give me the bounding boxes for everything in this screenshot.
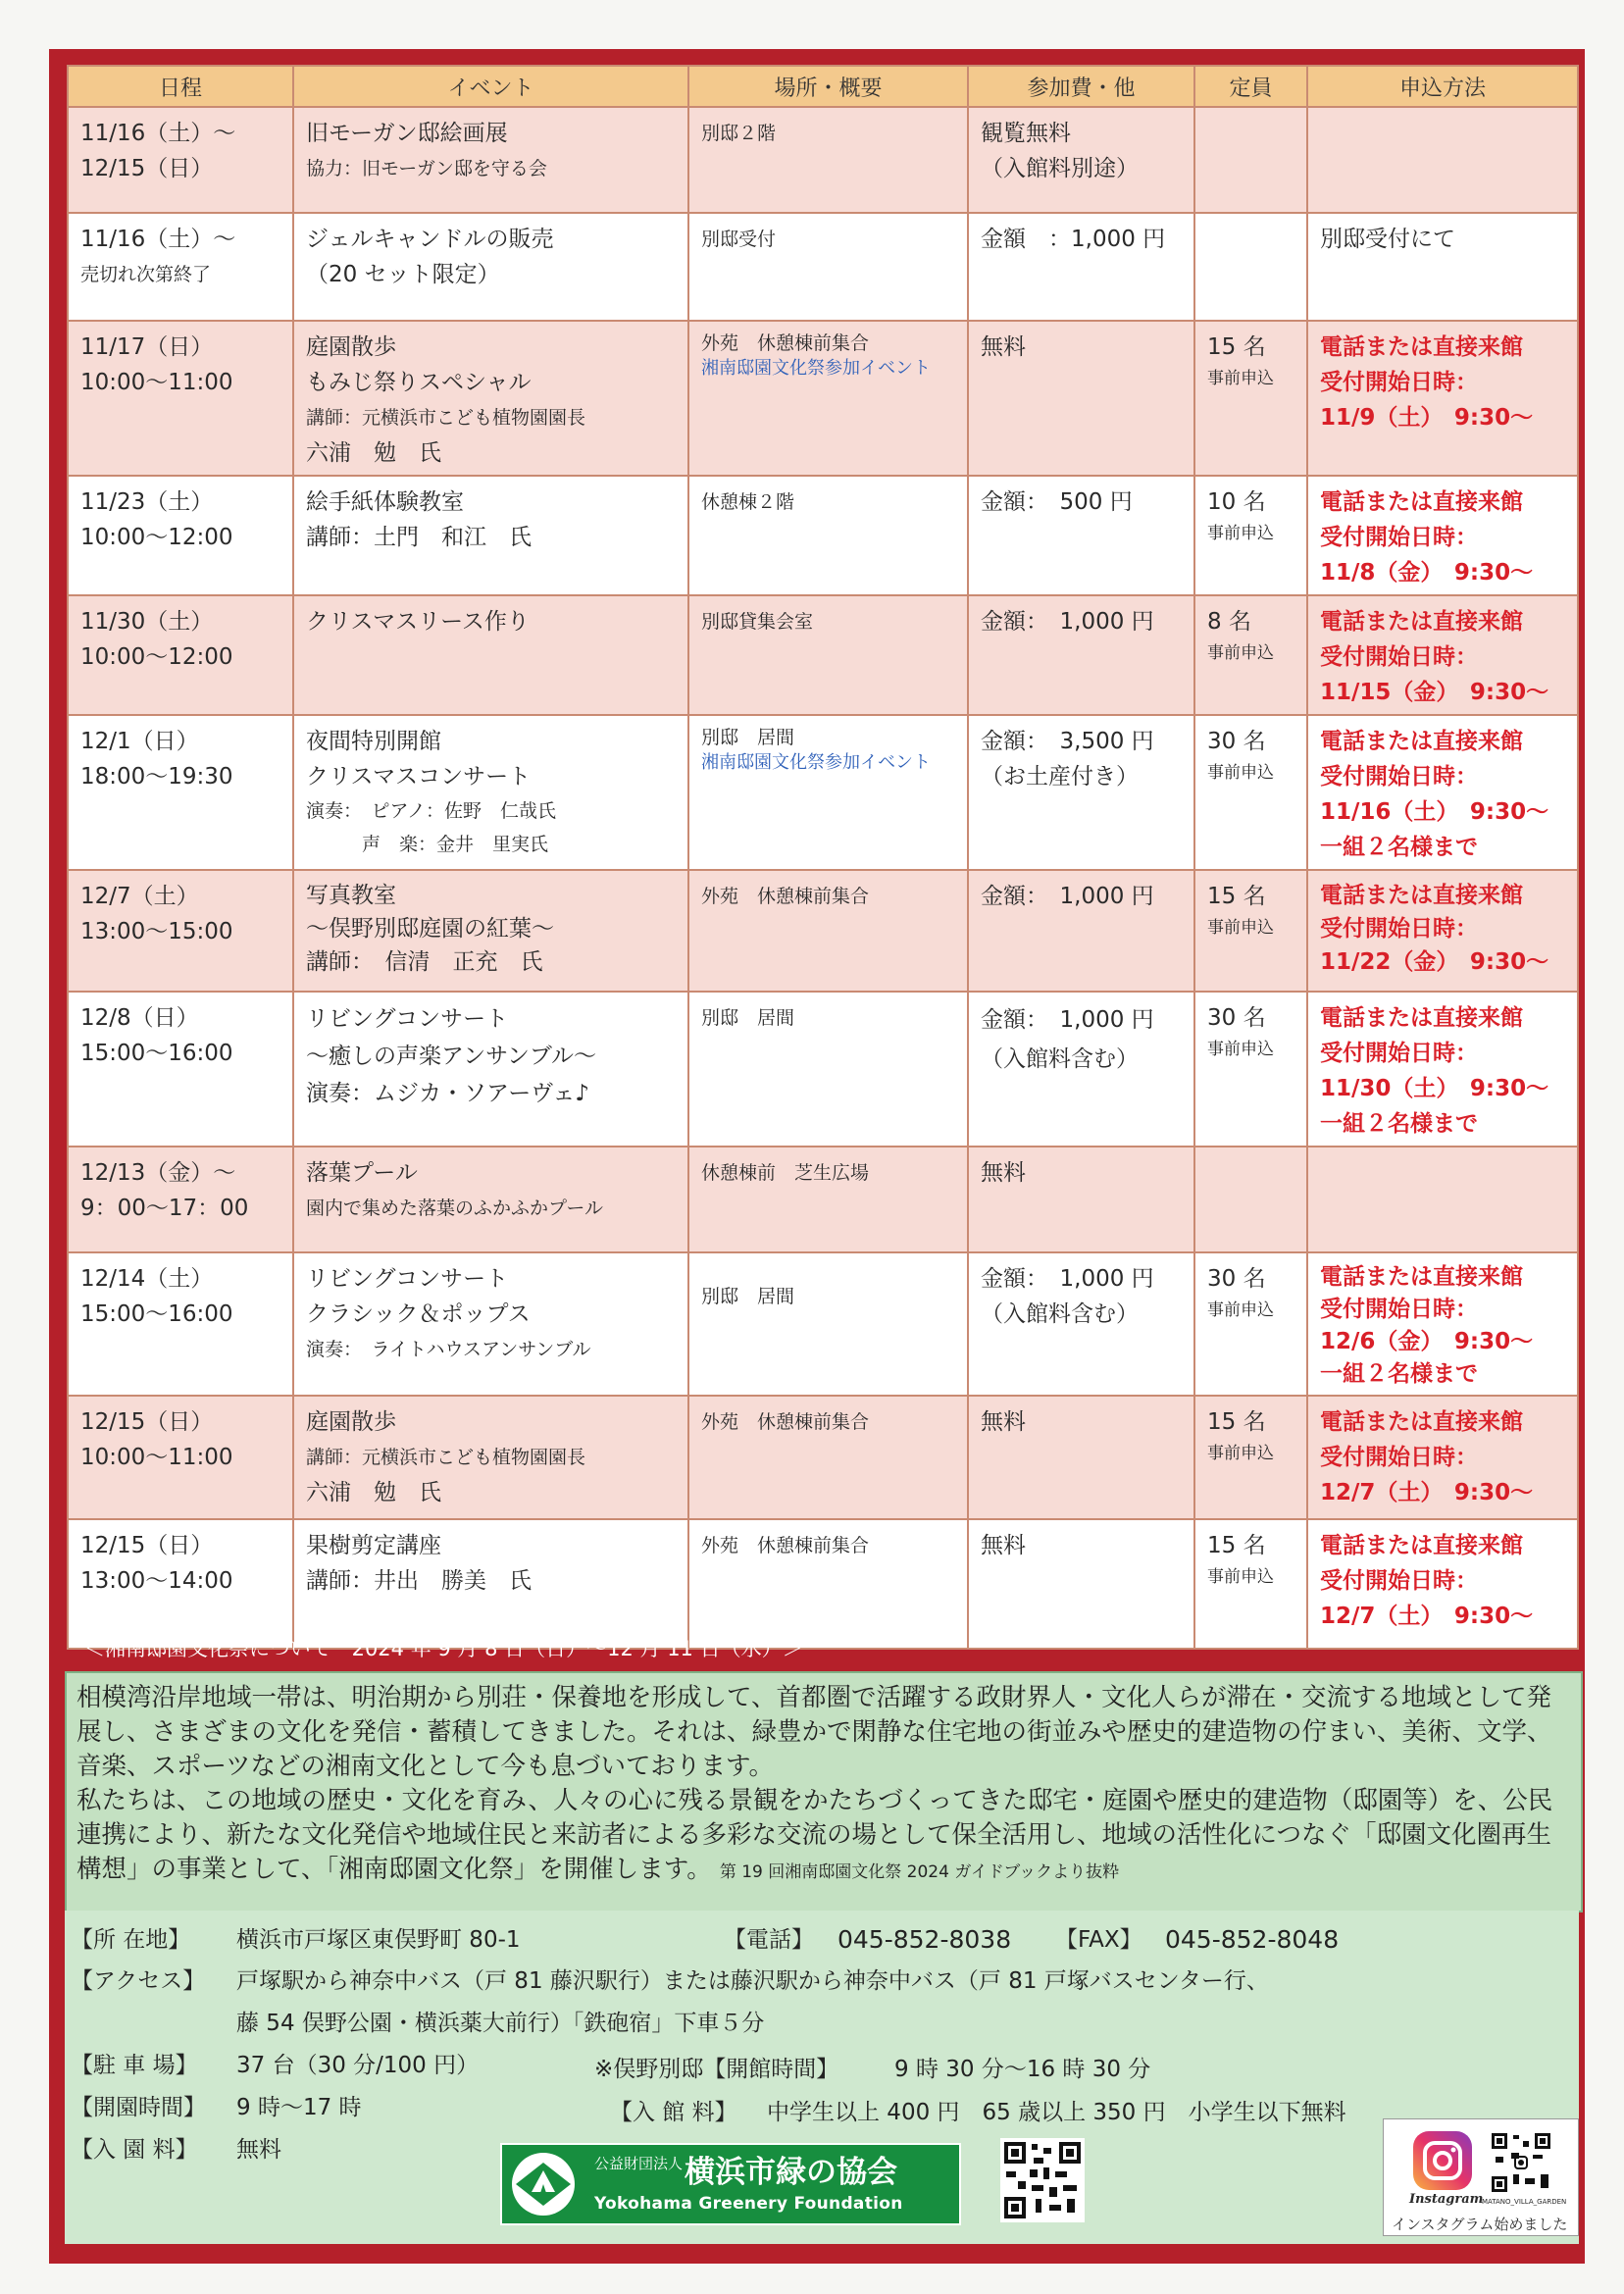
apply-line: 一組２名様まで bbox=[1320, 1361, 1478, 1387]
place-cell bbox=[688, 321, 968, 476]
event-note: 演奏： ピアノ：佐野 仁哉氏 bbox=[306, 800, 556, 822]
event-title: 絵手紙体験教室 bbox=[306, 489, 464, 515]
date-line: 15:00～16:00 bbox=[80, 1301, 233, 1327]
apply-cell bbox=[1307, 476, 1578, 595]
fee-line: 無料 bbox=[981, 1160, 1026, 1186]
capacity-cell bbox=[1194, 107, 1307, 213]
capacity-cell bbox=[1194, 213, 1307, 321]
event-cell bbox=[293, 1252, 688, 1396]
event-title: 旧モーガン邸絵画展 bbox=[306, 121, 508, 146]
about-paragraph: 相模湾沿岸地域一帯は、明治期から別荘・保養地を形成して、首都圏で活躍する政財界人・文化人らが滞在・交流する地域として発展し、さまざまの文化を発信・蓄積してきました。それは、緑豊かで閑静な住宅地の街並みや歴史的建造物の佇まい、美術、文学、音楽、スポーツなどの湘南文化として今も息づいております。 bbox=[76, 1683, 1552, 1781]
event-title: 庭園散歩 bbox=[306, 334, 396, 360]
fee-cell bbox=[968, 1147, 1194, 1252]
table-row bbox=[68, 1519, 1578, 1649]
date-line: 12/14（土） bbox=[80, 1266, 214, 1292]
fee-line: 金額： 1,000 円 bbox=[981, 1007, 1154, 1033]
fee-cell bbox=[968, 870, 1194, 992]
about-source: 第 19 回湘南邸園文化祭 2024 ガイドブックより抜粋 bbox=[719, 1862, 1120, 1882]
apply-cell bbox=[1307, 1396, 1578, 1519]
table-row bbox=[68, 1147, 1578, 1252]
date-line: 11/16（土）～ bbox=[80, 227, 236, 252]
event-line: 六浦 勉 氏 bbox=[306, 440, 441, 466]
event-cell bbox=[293, 107, 688, 213]
place-text: 別邸 居間 bbox=[701, 1286, 795, 1307]
place-text: 別邸 居間 bbox=[701, 1007, 795, 1029]
place-cell bbox=[688, 595, 968, 715]
event-title: リビングコンサート bbox=[306, 1006, 509, 1032]
apply-line: 11/9（土） 9:30～ bbox=[1320, 405, 1534, 431]
logo-org-name: 横浜市緑の協会 bbox=[685, 2155, 897, 2190]
date-line: 15:00～16:00 bbox=[80, 1041, 233, 1066]
apply-line: 12/7（土） 9:30～ bbox=[1320, 1480, 1534, 1505]
about-paragraph bbox=[76, 1784, 1571, 1890]
capacity-value: 30 名 bbox=[1207, 1005, 1266, 1031]
fax-label: 【FAX】 bbox=[1055, 1927, 1142, 1953]
apply-line: 受付開始日時： bbox=[1320, 1041, 1478, 1066]
date-line: 売切れ次第終了 bbox=[80, 264, 212, 285]
event-note: 講師：元横浜市こども植物園園長 bbox=[306, 407, 586, 429]
date-cell bbox=[68, 213, 293, 321]
instagram-wordmark: Instagram bbox=[1409, 2192, 1484, 2207]
date-line: 10:00～12:00 bbox=[80, 525, 233, 550]
apply-line: 受付開始日時： bbox=[1320, 1568, 1478, 1594]
apply-line: 受付開始日時： bbox=[1320, 370, 1478, 395]
apply-line: 受付開始日時： bbox=[1320, 644, 1478, 670]
capacity-cell bbox=[1194, 870, 1307, 992]
apply-line: 11/15（金） 9:30～ bbox=[1320, 680, 1549, 705]
table-row bbox=[68, 321, 1578, 476]
apply-line: 電話または直接来館 bbox=[1320, 334, 1523, 360]
capacity-note: 事前申込 bbox=[1207, 763, 1274, 783]
event-title: クリスマスリース作り bbox=[306, 609, 530, 635]
logo-org-type: 公益財団法人 bbox=[594, 2155, 684, 2172]
place-cell bbox=[688, 1252, 968, 1396]
fee-cell bbox=[968, 1252, 1194, 1396]
apply-cell bbox=[1307, 1519, 1578, 1649]
event-line: 六浦 勉 氏 bbox=[306, 1480, 441, 1505]
fee-line: 金額： 1,000 円 bbox=[981, 609, 1154, 635]
fax-value: 045-852-8048 bbox=[1165, 1925, 1340, 1954]
event-title: 庭園散歩 bbox=[306, 1409, 396, 1435]
date-line: 12/15（日） bbox=[80, 1409, 214, 1435]
date-line: 10:00～11:00 bbox=[80, 1445, 233, 1470]
header-event: イベント bbox=[293, 66, 688, 107]
date-line: 13:00～14:00 bbox=[80, 1568, 233, 1594]
place-cell bbox=[688, 213, 968, 321]
garden-fee-label: 【入 園 料】 bbox=[71, 2137, 198, 2163]
event-line: もみじ祭りスペシャル bbox=[306, 370, 532, 395]
event-cell bbox=[293, 1519, 688, 1649]
festival-about-box bbox=[65, 1671, 1583, 1912]
capacity-value: 30 名 bbox=[1207, 729, 1266, 754]
date-cell bbox=[68, 107, 293, 213]
capacity-cell bbox=[1194, 1519, 1307, 1649]
table-row bbox=[68, 715, 1578, 870]
date-line: 18:00～19:30 bbox=[80, 764, 233, 790]
instagram-qr-code-icon[interactable] bbox=[1490, 2131, 1552, 2194]
event-line: ～俣野別邸庭園の紅葉～ bbox=[306, 916, 554, 942]
capacity-note: 事前申込 bbox=[1207, 643, 1274, 663]
fee-line: （入館料別途） bbox=[981, 156, 1139, 181]
capacity-value: 30 名 bbox=[1207, 1266, 1266, 1292]
apply-line: 電話または直接来館 bbox=[1320, 609, 1523, 635]
fee-line: 金額： 500 円 bbox=[981, 489, 1133, 515]
table-row bbox=[68, 870, 1578, 992]
apply-line: 受付開始日時： bbox=[1320, 525, 1478, 550]
event-title: リビングコンサート bbox=[306, 1266, 509, 1292]
fee-line: 無料 bbox=[981, 1533, 1026, 1558]
event-cell bbox=[293, 476, 688, 595]
date-line: 12/13（金）～ bbox=[80, 1160, 236, 1186]
fee-line: 無料 bbox=[981, 334, 1026, 360]
tel-label: 【電話】 bbox=[724, 1927, 814, 1953]
place-text: 休憩棟前 芝生広場 bbox=[701, 1162, 870, 1184]
capacity-value: 8 名 bbox=[1207, 609, 1251, 635]
capacity-cell bbox=[1194, 595, 1307, 715]
qr-code-icon[interactable] bbox=[1000, 2138, 1085, 2222]
apply-cell bbox=[1307, 870, 1578, 992]
apply-line: 受付開始日時： bbox=[1320, 764, 1478, 790]
apply-cell bbox=[1307, 213, 1578, 321]
festival-tag: 湘南邸園文化祭参加イベント bbox=[701, 752, 931, 773]
date-cell bbox=[68, 595, 293, 715]
apply-cell bbox=[1307, 321, 1578, 476]
place-text: 外苑 休憩棟前集合 bbox=[701, 332, 870, 354]
capacity-cell bbox=[1194, 321, 1307, 476]
garden-hours-label: 【開園時間】 bbox=[71, 2095, 206, 2120]
parking-value: 37 台（30 分/100 円） bbox=[236, 2053, 480, 2078]
table-header-row bbox=[68, 66, 1578, 107]
event-cell bbox=[293, 595, 688, 715]
apply-line: 電話または直接来館 bbox=[1320, 1409, 1523, 1435]
date-cell bbox=[68, 1147, 293, 1252]
apply-line: 電話または直接来館 bbox=[1320, 1264, 1523, 1290]
place-text: 休憩棟２階 bbox=[701, 491, 795, 513]
admission-label: 【入 館 料】 bbox=[610, 2100, 737, 2125]
apply-line: 電話または直接来館 bbox=[1320, 1533, 1523, 1558]
table-row bbox=[68, 992, 1578, 1147]
event-line: ～癒しの声楽アンサンブル～ bbox=[306, 1044, 597, 1069]
capacity-cell bbox=[1194, 1252, 1307, 1396]
event-note: 園内で集めた落葉のふかふかプール bbox=[306, 1198, 604, 1219]
fee-line: 金額： 1,000 円 bbox=[981, 884, 1154, 909]
date-line: 13:00～15:00 bbox=[80, 919, 233, 944]
capacity-cell bbox=[1194, 1396, 1307, 1519]
place-text: 別邸 居間 bbox=[701, 727, 795, 748]
place-cell bbox=[688, 1519, 968, 1649]
apply-cell bbox=[1307, 992, 1578, 1147]
about-paragraph-text: 私たちは、この地域の歴史・文化を育み、人々の心に残る景観をかたちづくってきた邸宅・庭園や歴史的建造物（邸園等）を、公民連携により、新たな文化発信や地域住民と来訪者による多彩な交流の場として保全活用し、地域の活性化につなぐ「邸園文化圏再生構想」の事業として、「湘南邸園文化祭」を開催します。 bbox=[76, 1786, 1553, 1884]
apply-cell bbox=[1307, 1147, 1578, 1252]
capacity-value: 15 名 bbox=[1207, 1409, 1266, 1435]
capacity-cell bbox=[1194, 476, 1307, 595]
event-title: 落葉プール bbox=[306, 1160, 418, 1186]
fee-cell bbox=[968, 715, 1194, 870]
fee-cell bbox=[968, 476, 1194, 595]
parking-label: 【駐 車 場】 bbox=[71, 2053, 198, 2078]
date-line: 12/8（日） bbox=[80, 1005, 199, 1031]
event-cell bbox=[293, 1396, 688, 1519]
event-cell bbox=[293, 715, 688, 870]
date-line: 11/23（土） bbox=[80, 489, 214, 515]
event-line: クラシック＆ポップス bbox=[306, 1301, 531, 1327]
fee-line: 金額 ：1,000 円 bbox=[981, 227, 1166, 252]
fee-line: 金額： 3,500 円 bbox=[981, 729, 1154, 754]
capacity-value: 10 名 bbox=[1207, 489, 1266, 515]
fee-cell bbox=[968, 595, 1194, 715]
header-place: 場所・概要 bbox=[688, 66, 968, 107]
table-row bbox=[68, 1396, 1578, 1519]
place-text: 別邸受付 bbox=[701, 229, 777, 250]
access-line: 戸塚駅から神奈中バス（戸 81 藤沢駅行）または藤沢駅から神奈中バス（戸 81 戸塚バスセンター行、 bbox=[236, 1968, 1269, 1994]
header-date: 日程 bbox=[68, 66, 293, 107]
capacity-note: 事前申込 bbox=[1207, 918, 1274, 938]
date-line: 12/15（日） bbox=[80, 156, 214, 181]
date-line: 10:00～12:00 bbox=[80, 644, 233, 670]
event-cell bbox=[293, 1147, 688, 1252]
garden-hours-value: 9 時～17 時 bbox=[236, 2095, 362, 2120]
apply-line: 受付開始日時： bbox=[1320, 1445, 1478, 1470]
date-cell bbox=[68, 1519, 293, 1649]
fee-line: 無料 bbox=[981, 1409, 1026, 1435]
address-label: 【所 在地】 bbox=[71, 1927, 191, 1953]
apply-line: 一組２名様まで bbox=[1320, 1111, 1478, 1137]
foundation-emblem-icon bbox=[510, 2151, 577, 2218]
date-cell bbox=[68, 321, 293, 476]
place-cell bbox=[688, 1396, 968, 1519]
fee-line: 観覧無料 bbox=[981, 121, 1071, 146]
apply-line: 12/7（土） 9:30～ bbox=[1320, 1604, 1534, 1629]
access-label: 【アクセス】 bbox=[71, 1968, 206, 1994]
fee-cell bbox=[968, 321, 1194, 476]
festival-tag: 湘南邸園文化祭参加イベント bbox=[701, 358, 931, 379]
date-line: 11/17（日） bbox=[80, 334, 214, 360]
place-text: 外苑 休憩棟前集合 bbox=[701, 1411, 870, 1433]
event-line: 講師：土門 和江 氏 bbox=[306, 525, 532, 550]
date-cell bbox=[68, 476, 293, 595]
tel-value: 045-852-8038 bbox=[837, 1925, 1012, 1954]
date-cell bbox=[68, 1252, 293, 1396]
apply-line: 11/16（土） 9:30～ bbox=[1320, 799, 1549, 825]
table-row bbox=[68, 107, 1578, 213]
fee-cell bbox=[968, 1396, 1194, 1519]
capacity-note: 事前申込 bbox=[1207, 1444, 1274, 1463]
date-cell bbox=[68, 715, 293, 870]
capacity-note: 事前申込 bbox=[1207, 369, 1274, 388]
event-line: 演奏：ムジカ・ソアーヴェ♪ bbox=[306, 1081, 590, 1106]
capacity-value: 15 名 bbox=[1207, 884, 1266, 909]
header-apply: 申込方法 bbox=[1307, 66, 1578, 107]
table-row bbox=[68, 476, 1578, 595]
festival-about-heading: ＜湘南邸園文化祭について 2024 年 9 月 8 日（日）～12 月 11 日（水）＞ bbox=[84, 1637, 803, 1660]
logo-org-name-en: Yokohama Greenery Foundation bbox=[594, 2194, 903, 2214]
place-text: 外苑 休憩棟前集合 bbox=[701, 1535, 870, 1556]
capacity-note: 事前申込 bbox=[1207, 1040, 1274, 1059]
access-line: 藤 54 俣野公園・横浜薬大前行）「鉄砲宿」下車５分 bbox=[236, 2011, 765, 2036]
capacity-note: 事前申込 bbox=[1207, 1567, 1274, 1587]
event-title: 果樹剪定講座 bbox=[306, 1533, 441, 1558]
date-line: 12/1（日） bbox=[80, 729, 199, 754]
event-title: ジェルキャンドルの販売 bbox=[306, 227, 554, 252]
apply-line: 受付開始日時： bbox=[1320, 916, 1478, 942]
fee-line: （入館料含む） bbox=[981, 1301, 1139, 1327]
apply-line: 11/30（土） 9:30～ bbox=[1320, 1076, 1549, 1101]
apply-line: 一組２名様まで bbox=[1320, 835, 1478, 860]
place-text: 外苑 休憩棟前集合 bbox=[701, 886, 870, 907]
capacity-cell bbox=[1194, 992, 1307, 1147]
bettei-hours-label: ※俣野別邸【開館時間】 bbox=[594, 2057, 839, 2082]
bettei-hours-value: 9 時 30 分～16 時 30 分 bbox=[894, 2057, 1151, 2082]
event-line: クリスマスコンサート bbox=[306, 764, 532, 790]
event-note: 講師：元横浜市こども植物園園長 bbox=[306, 1447, 586, 1468]
place-text: 別邸２階 bbox=[701, 123, 777, 144]
apply-line: 12/6（金） 9:30～ bbox=[1320, 1329, 1534, 1354]
event-schedule-table bbox=[67, 65, 1579, 1650]
event-cell bbox=[293, 992, 688, 1147]
apply-text: 別邸受付にて bbox=[1320, 227, 1455, 252]
place-cell bbox=[688, 870, 968, 992]
table-row bbox=[68, 213, 1578, 321]
event-line: 講師： 信清 正充 氏 bbox=[306, 949, 543, 975]
event-line: （20 セット限定） bbox=[306, 262, 500, 287]
fee-line: （お土産付き） bbox=[981, 764, 1139, 790]
apply-cell bbox=[1307, 595, 1578, 715]
apply-cell bbox=[1307, 107, 1578, 213]
place-text: 別邸貸集会室 bbox=[701, 611, 814, 633]
fee-line: （入館料含む） bbox=[981, 1046, 1139, 1072]
capacity-note: 事前申込 bbox=[1207, 524, 1274, 543]
event-line: 講師：井出 勝美 氏 bbox=[306, 1568, 532, 1594]
event-note: 演奏： ライトハウスアンサンブル bbox=[306, 1339, 591, 1360]
table-row bbox=[68, 1252, 1578, 1396]
fee-cell bbox=[968, 992, 1194, 1147]
place-cell bbox=[688, 715, 968, 870]
date-line: 10:00～11:00 bbox=[80, 370, 233, 395]
apply-line: 電話または直接来館 bbox=[1320, 729, 1523, 754]
instagram-box[interactable] bbox=[1383, 2118, 1579, 2236]
fee-cell bbox=[968, 107, 1194, 213]
date-line: 12/7（土） bbox=[80, 884, 199, 909]
place-cell bbox=[688, 992, 968, 1147]
apply-line: 電話または直接来館 bbox=[1320, 883, 1523, 908]
address-value: 横浜市戸塚区東俣野町 80-1 bbox=[236, 1927, 521, 1953]
instagram-handle: MATANO_VILLA_GARDEN bbox=[1482, 2198, 1567, 2206]
date-cell bbox=[68, 870, 293, 992]
capacity-cell bbox=[1194, 715, 1307, 870]
event-cell bbox=[293, 870, 688, 992]
garden-fee-value: 無料 bbox=[236, 2137, 281, 2163]
capacity-value: 15 名 bbox=[1207, 1533, 1266, 1558]
event-cell bbox=[293, 213, 688, 321]
event-note: 声 楽：金井 里実氏 bbox=[306, 834, 549, 855]
date-line: 12/15（日） bbox=[80, 1533, 214, 1558]
apply-line: 11/22（金） 9:30～ bbox=[1320, 949, 1549, 975]
date-cell bbox=[68, 992, 293, 1147]
place-cell bbox=[688, 476, 968, 595]
date-line: 9：00～17：00 bbox=[80, 1196, 249, 1221]
capacity-value: 15 名 bbox=[1207, 334, 1266, 360]
event-title: 夜間特別開館 bbox=[306, 729, 441, 754]
header-fee: 参加費・他 bbox=[968, 66, 1194, 107]
foundation-logo bbox=[500, 2143, 961, 2225]
date-line: 11/30（土） bbox=[80, 609, 214, 635]
apply-cell bbox=[1307, 715, 1578, 870]
admission-value: 中学生以上 400 円 65 歳以上 350 円 小学生以下無料 bbox=[767, 2100, 1346, 2125]
fee-line: 金額： 1,000 円 bbox=[981, 1266, 1154, 1292]
apply-line: 11/8（金） 9:30～ bbox=[1320, 560, 1534, 586]
event-cell bbox=[293, 321, 688, 476]
place-cell bbox=[688, 107, 968, 213]
fee-cell bbox=[968, 213, 1194, 321]
event-note: 協力：旧モーガン邸を守る会 bbox=[306, 158, 547, 179]
fee-cell bbox=[968, 1519, 1194, 1649]
date-cell bbox=[68, 1396, 293, 1519]
apply-line: 受付開始日時： bbox=[1320, 1297, 1478, 1322]
capacity-note: 事前申込 bbox=[1207, 1300, 1274, 1320]
table-row bbox=[68, 595, 1578, 715]
instagram-caption: インスタグラム始めました bbox=[1392, 2216, 1568, 2233]
header-capacity: 定員 bbox=[1194, 66, 1307, 107]
instagram-icon[interactable] bbox=[1413, 2131, 1472, 2190]
apply-line: 電話または直接来館 bbox=[1320, 489, 1523, 515]
apply-line: 電話または直接来館 bbox=[1320, 1005, 1523, 1031]
event-title: 写真教室 bbox=[306, 883, 396, 908]
apply-cell bbox=[1307, 1252, 1578, 1396]
place-cell bbox=[688, 1147, 968, 1252]
date-line: 11/16（土）～ bbox=[80, 121, 236, 146]
capacity-cell bbox=[1194, 1147, 1307, 1252]
